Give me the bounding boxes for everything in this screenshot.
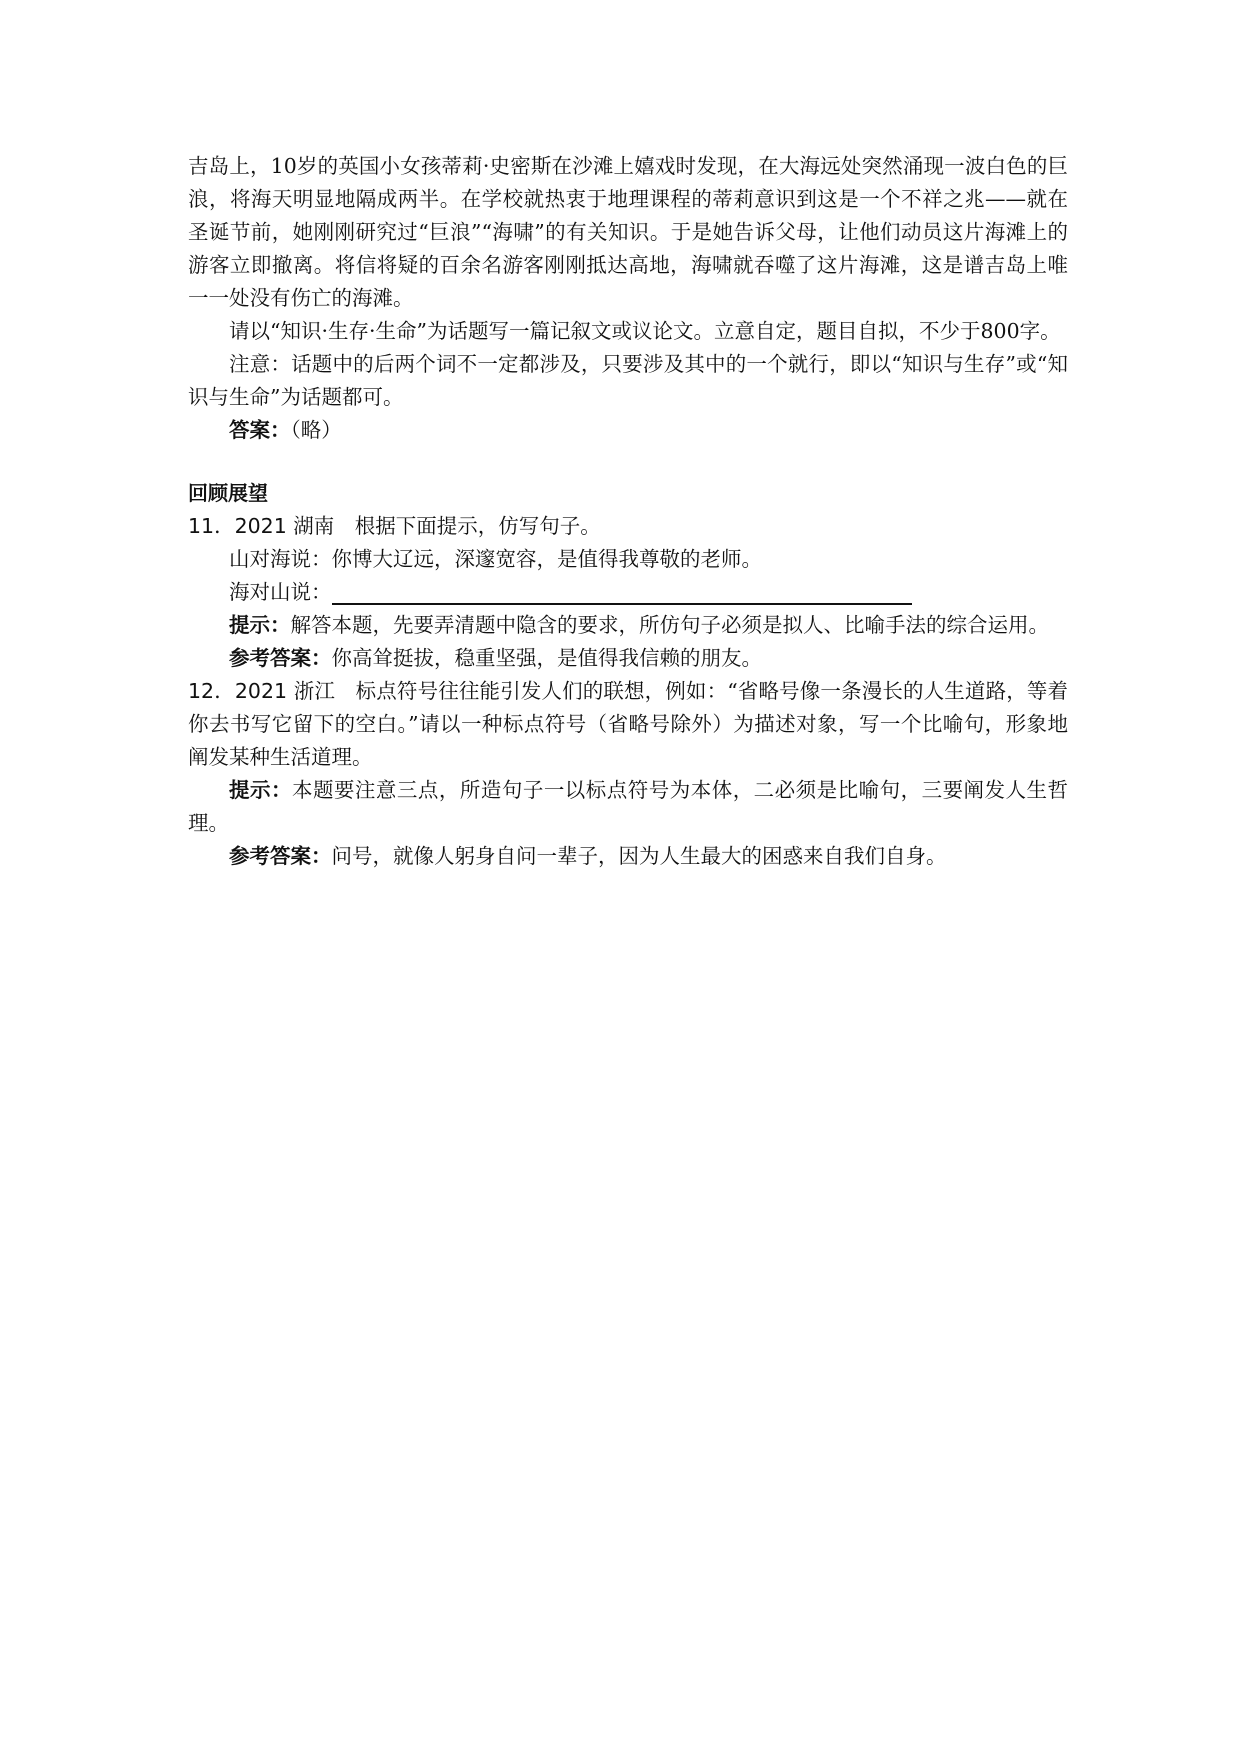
reference-answer-label: 参考答案： [229,844,332,868]
reference-answer-text: 你高耸挺拔，稳重坚强，是值得我信赖的朋友。 [331,646,762,670]
hint-label: 提示： [229,778,292,802]
hint-text: 解答本题，先要弄清题中隐含的要求，所仿句子必须是拟人、比喻手法的综合运用。 [290,613,1049,637]
reference-answer-label: 参考答案： [229,646,332,670]
question-hint [188,774,1068,840]
section-title: 回顾展望 [188,481,268,505]
note-text: 话题中的后两个词不一定都涉及，只要涉及其中的一个就行，即以“知识与生存”或“知识与生命”为话题都可。 [188,352,1068,409]
example-sentence: 山对海说：你博大辽远，深邃宽容，是值得我尊敬的老师。 [229,547,762,571]
reference-answer [188,642,1068,675]
question-number: 11．2021 湖南 [188,514,335,538]
answer-text: （略） [290,418,342,442]
fill-in-label: 海对山说： [229,580,332,604]
hint-label: 提示： [229,613,291,637]
answer-blank[interactable] [332,581,912,605]
essay-note [188,348,1068,414]
document-page [188,150,1068,873]
question-11 [188,510,1068,543]
note-label: 注意： [229,352,292,376]
essay-prompt: 请以“知识·生存·生命”为话题写一篇记叙文或议论文。立意自定，题目自拟，不少于800字。 [229,319,1061,343]
answer-label: 答案： [229,418,291,442]
hint-text: 本题要注意三点，所造句子一以标点符号为本体，二必须是比喻句，三要阐发人生哲理。 [188,778,1069,835]
question-number: 12．2021 浙江 [188,679,335,703]
question-hint [188,609,1068,642]
fill-in-line [188,576,1068,609]
essay-answer [188,414,1068,447]
question-prompt: 标点符号往往能引发人们的联想，例如：“省略号像一条漫长的人生道路，等着你去书写它留下的空白。”请以一种标点符号（省略号除外）为描述对象，写一个比喻句，形象地阐发某种生活道理。 [188,679,1068,769]
reference-answer-text: 问号，就像人躬身自问一辈子，因为人生最大的困惑来自我们自身。 [331,844,947,868]
passage-paragraph: 吉岛上，10岁的英国小女孩蒂莉·史密斯在沙滩上嬉戏时发现，在大海远处突然涌现一波白色的巨浪，将海天明显地隔成两半。在学校就热衷于地理课程的蒂莉意识到这是一个不祥之兆——就在圣诞节前，她刚刚研究过“巨浪”“海啸”的有关知识。于是她告诉父母，让他们动员这片海滩上的游客立即撤离。将信将疑的百余名游客刚刚抵达高地，海啸就吞噬了这片海滩，这是谱吉岛上唯一一处没有伤亡的海滩。 [188,154,1068,310]
reference-answer [188,840,1068,873]
question-prompt: 根据下面提示，仿写句子。 [354,514,601,538]
question-12 [188,675,1068,774]
